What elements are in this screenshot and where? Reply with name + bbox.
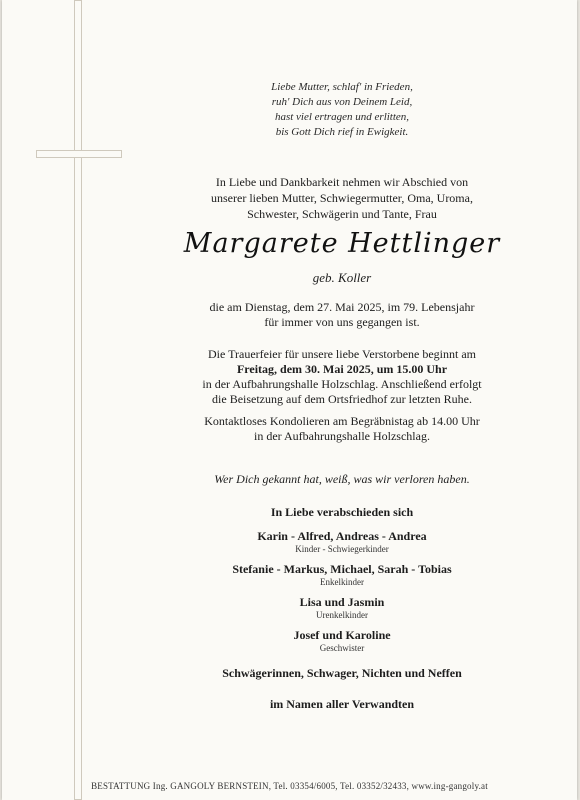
closing-text: im Namen aller Verwandten [269,697,415,711]
mourner-names: Lisa und Jasmin [299,595,385,609]
intro-line: Schwester, Schwägerin und Tante, Frau [247,207,437,221]
funeral-line: in der Aufbahrungshalle Holzschlag. Anschließend erfolgt [202,377,482,391]
extra-mourners-text: Schwägerinnen, Schwager, Nichten und Neffen [222,666,462,680]
mourner-names: Josef und Karoline [293,628,391,642]
obituary-page [2,0,577,800]
poem-line: ruh' Dich aus von Deinem Leid, [271,96,413,108]
cross-icon-vertical [74,0,82,800]
poem-line: bis Gott Dich rief in Ewigkeit. [275,126,409,138]
poem-line: hast viel ertragen und erlitten, [274,111,410,123]
condolence-info [132,414,552,444]
extra-mourners [132,666,552,681]
cross-icon-joint [75,151,81,157]
funeral-line: die Beisetzung auf dem Ortsfriedhof zur letzten Ruhe. [212,392,472,406]
mourner-names: Karin - Alfred, Andreas - Andrea [257,529,427,543]
mourner-role: Enkelkinder [320,577,364,587]
mourner-role: Kinder - Schwiegerkinder [295,544,389,554]
mourners-list [132,529,552,719]
poem [132,80,552,140]
funeral-date-text: Freitag, dem 30. Mai 2025, um 15.00 Uhr [236,362,448,376]
intro-text [132,174,552,222]
maiden-name: geb. Koller [312,270,372,285]
mourner-names: Stefanie - Markus, Michael, Sarah - Tobias [232,562,452,576]
condolence-line: in der Aufbahrungshalle Holzschlag. [254,429,430,443]
intro-line: In Liebe und Dankbarkeit nehmen wir Abschied von [215,175,469,189]
mourner-group [132,529,552,555]
funeral-home-footer: BESTATTUNG Ing. GANGOLY BERNSTEIN, Tel. 03354/6005, Tel. 03352/32433, www.ing-gangoly.at [91,781,488,791]
memorial-quote: Wer Dich gekannt hat, weiß, was wir verloren haben. [214,472,470,486]
mourner-group [132,595,552,621]
mourner-role: Urenkelkinder [316,610,368,620]
mourner-group [132,562,552,588]
intro-line: unserer lieben Mutter, Schwiegermutter, Oma, Uroma, [211,191,473,205]
death-line: die am Dienstag, dem 27. Mai 2025, im 79. Lebensjahr [209,300,475,314]
funeral-date [132,362,552,377]
closing [132,697,552,712]
farewell-heading: In Liebe verabschieden sich [270,505,414,519]
funeral-info [132,347,552,407]
mourner-role: Geschwister [319,643,365,653]
deceased-name: Margarete Hettlinger [183,228,501,259]
death-line: für immer von uns gegangen ist. [264,315,420,329]
condolence-line: Kontaktloses Kondolieren am Begräbnistag ab 14.00 Uhr [204,414,480,428]
mourner-group [132,628,552,654]
poem-line: Liebe Mutter, schlaf' in Frieden, [271,81,413,93]
death-notice [132,300,552,330]
funeral-line: Die Trauerfeier für unsere liebe Verstorbene beginnt am [207,347,477,361]
